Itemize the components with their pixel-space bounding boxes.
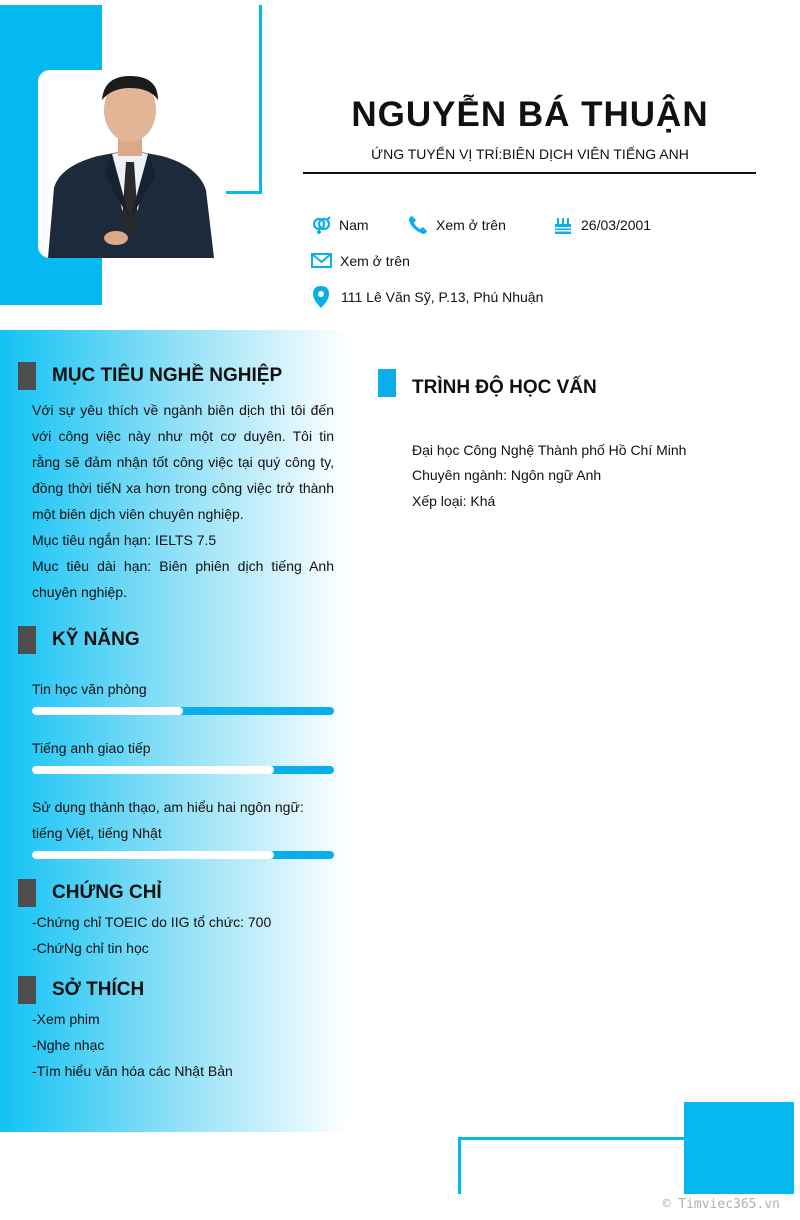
decor-frame-bottom-right	[458, 1137, 684, 1194]
certificates-title: CHỨNG CHỈ	[52, 882, 162, 903]
email-value: Xem ở trên	[340, 253, 410, 269]
header-divider	[303, 172, 756, 174]
hobby-item: -Nghe nhạc	[32, 1037, 105, 1053]
applied-position: ỨNG TUYỂN VỊ TRÍ:BIÊN DỊCH VIÊN TIẾNG ANH	[371, 146, 689, 162]
hobby-item: -Tìm hiểu văn hóa các Nhật Bản	[32, 1063, 233, 1079]
education-grade: Xếp loại: Khá	[412, 493, 496, 509]
gender-value: Nam	[339, 217, 369, 233]
objective-short-term: Mục tiêu ngắn hạn: IELTS 7.5	[32, 532, 217, 548]
objective-long-term: Mục tiêu dài hạn: Biên phiên dịch tiếng Anh chuyên nghiệp.	[32, 558, 334, 600]
contact-email	[311, 248, 410, 274]
skill-label: Tiếng anh giao tiếp	[32, 740, 151, 756]
email-icon	[311, 252, 332, 270]
skill-bar-fill	[32, 766, 274, 774]
skill-bar-fill	[32, 851, 274, 859]
skill-bar	[32, 707, 334, 715]
decor-frame-top-left	[226, 5, 262, 194]
section-marker	[18, 362, 36, 390]
education-major: Chuyên ngành: Ngôn ngữ Anh	[412, 467, 602, 483]
hobbies-title: SỞ THÍCH	[52, 979, 145, 1000]
phone-icon	[408, 215, 428, 235]
profile-photo	[38, 70, 214, 258]
section-marker	[18, 976, 36, 1004]
skill-label: Tin học văn phòng	[32, 681, 147, 697]
contact-phone	[408, 212, 506, 238]
certificate-item: -ChứNg chỉ tin học	[32, 940, 149, 956]
contact-birthday	[553, 212, 651, 238]
skills-title: KỸ NĂNG	[52, 629, 140, 650]
certificate-item: -Chứng chỉ TOEIC do IIG tổ chức: 700	[32, 914, 272, 930]
skill-bar-fill	[32, 707, 183, 715]
watermark: © Timviec365.vn	[662, 1197, 780, 1212]
skill-label: Sử dụng thành thạo, am hiểu hai ngôn ngữ: tiếng Việt, tiếng Nhật	[32, 799, 304, 841]
gender-icon	[311, 215, 331, 235]
candidate-name: NGUYỄN BÁ THUẬN	[351, 95, 709, 134]
hobby-item: -Xem phim	[32, 1011, 100, 1027]
contact-address	[313, 284, 543, 310]
skill-bar	[32, 766, 334, 774]
address-value: 111 Lê Văn Sỹ, P.13, Phú Nhuận	[341, 289, 544, 305]
decor-block-bottom-right	[684, 1102, 794, 1194]
objective-body: Với sự yêu thích về ngành biên dịch thì tôi đến với công việc này như một cơ duyên. Tôi tin rằng sẽ đảm nhận tốt công việc tại quý công ty, đồng thời tiếN xa hơn trong công việc trở thành một biên dịch viên chuyên nghiệp.	[32, 402, 334, 522]
education-title: TRÌNH ĐỘ HỌC VẤN	[412, 377, 597, 398]
section-marker	[18, 626, 36, 654]
education-school: Đại học Công Nghệ Thành phố Hồ Chí Minh	[412, 442, 687, 458]
objective-title: MỤC TIÊU NGHỀ NGHIỆP	[52, 365, 283, 386]
section-marker	[18, 879, 36, 907]
location-pin-icon	[313, 286, 329, 308]
section-marker	[378, 369, 396, 397]
birthday-value: 26/03/2001	[581, 217, 652, 233]
skill-bar	[32, 851, 334, 859]
phone-value: Xem ở trên	[436, 217, 506, 233]
birthday-cake-icon	[553, 215, 573, 235]
contact-gender	[311, 212, 369, 238]
